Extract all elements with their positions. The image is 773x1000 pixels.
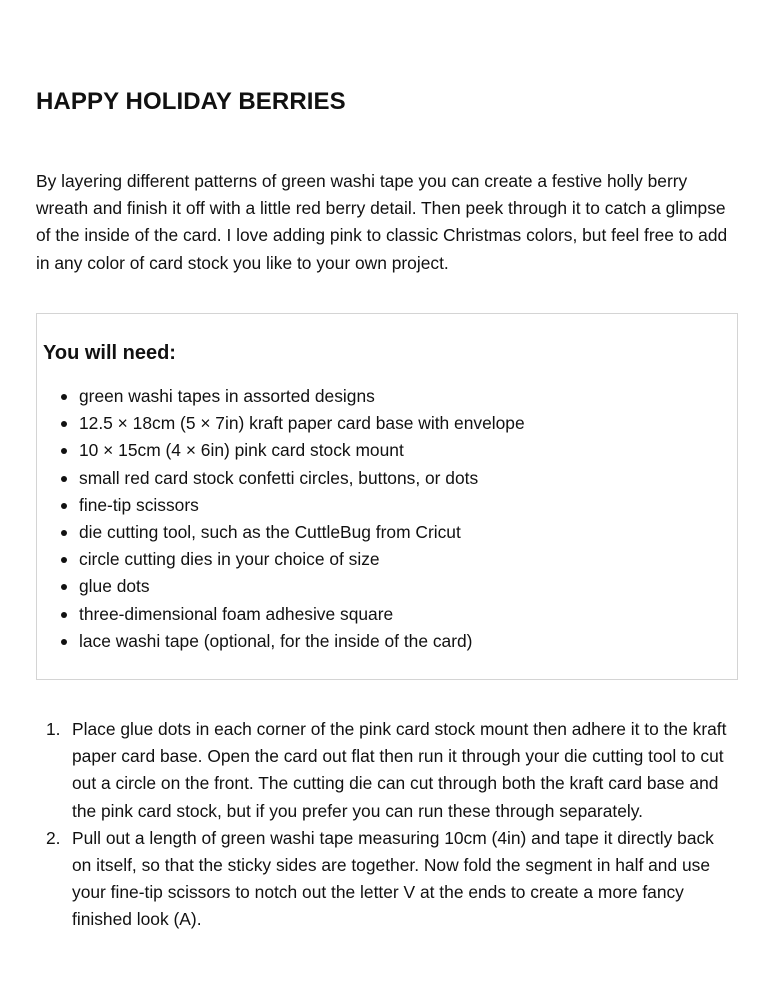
material-item: 12.5 × 18cm (5 × 7in) kraft paper card base with envelope	[79, 410, 525, 437]
step-number: 1.	[46, 719, 61, 739]
material-item: green washi tapes in assorted designs	[79, 383, 525, 410]
material-item: 10 × 15cm (4 × 6in) pink card stock mount	[79, 437, 525, 464]
step-text: Place glue dots in each corner of the pink card stock mount then adhere it to the kraft paper card base. Open the card out flat then run it through your die cutting tool to cut out a circle on the front. The cutting die can cut through both the kraft card base and the pink card stock, but if you prefer you can run these through separately.	[72, 719, 727, 821]
page-title: HAPPY HOLIDAY BERRIES	[36, 88, 346, 115]
instruction-steps	[36, 716, 738, 934]
materials-heading: You will need:	[43, 342, 176, 364]
materials-list	[43, 383, 525, 655]
material-item: glue dots	[79, 573, 525, 600]
material-item: lace washi tape (optional, for the inside of the card)	[79, 628, 525, 655]
material-item: three-dimensional foam adhesive square	[79, 601, 525, 628]
step-text: Pull out a length of green washi tape measuring 10cm (4in) and tape it directly back on itself, so that the sticky sides are together. Now fold the segment in half and use your fine-tip scissors to notch out the letter V at the ends to create a more fancy finished look (A).	[72, 827, 714, 930]
material-item: die cutting tool, such as the CuttleBug from Cricut	[79, 519, 525, 546]
intro-paragraph: By layering different patterns of green washi tape you can create a festive holly berry wreath and finish it off with a little red berry detail. Then peek through it to catch a glimpse of the inside of the card. I love adding pink to classic Christmas colors, but feel free to add in any color of card stock you like to your own project.	[36, 171, 728, 273]
instruction-step	[36, 825, 738, 934]
instruction-step	[36, 716, 738, 825]
material-item: fine-tip scissors	[79, 492, 525, 519]
material-item: circle cutting dies in your choice of size	[79, 546, 525, 573]
materials-box	[36, 313, 738, 680]
step-number: 2.	[46, 827, 61, 848]
material-item: small red card stock confetti circles, buttons, or dots	[79, 465, 525, 492]
